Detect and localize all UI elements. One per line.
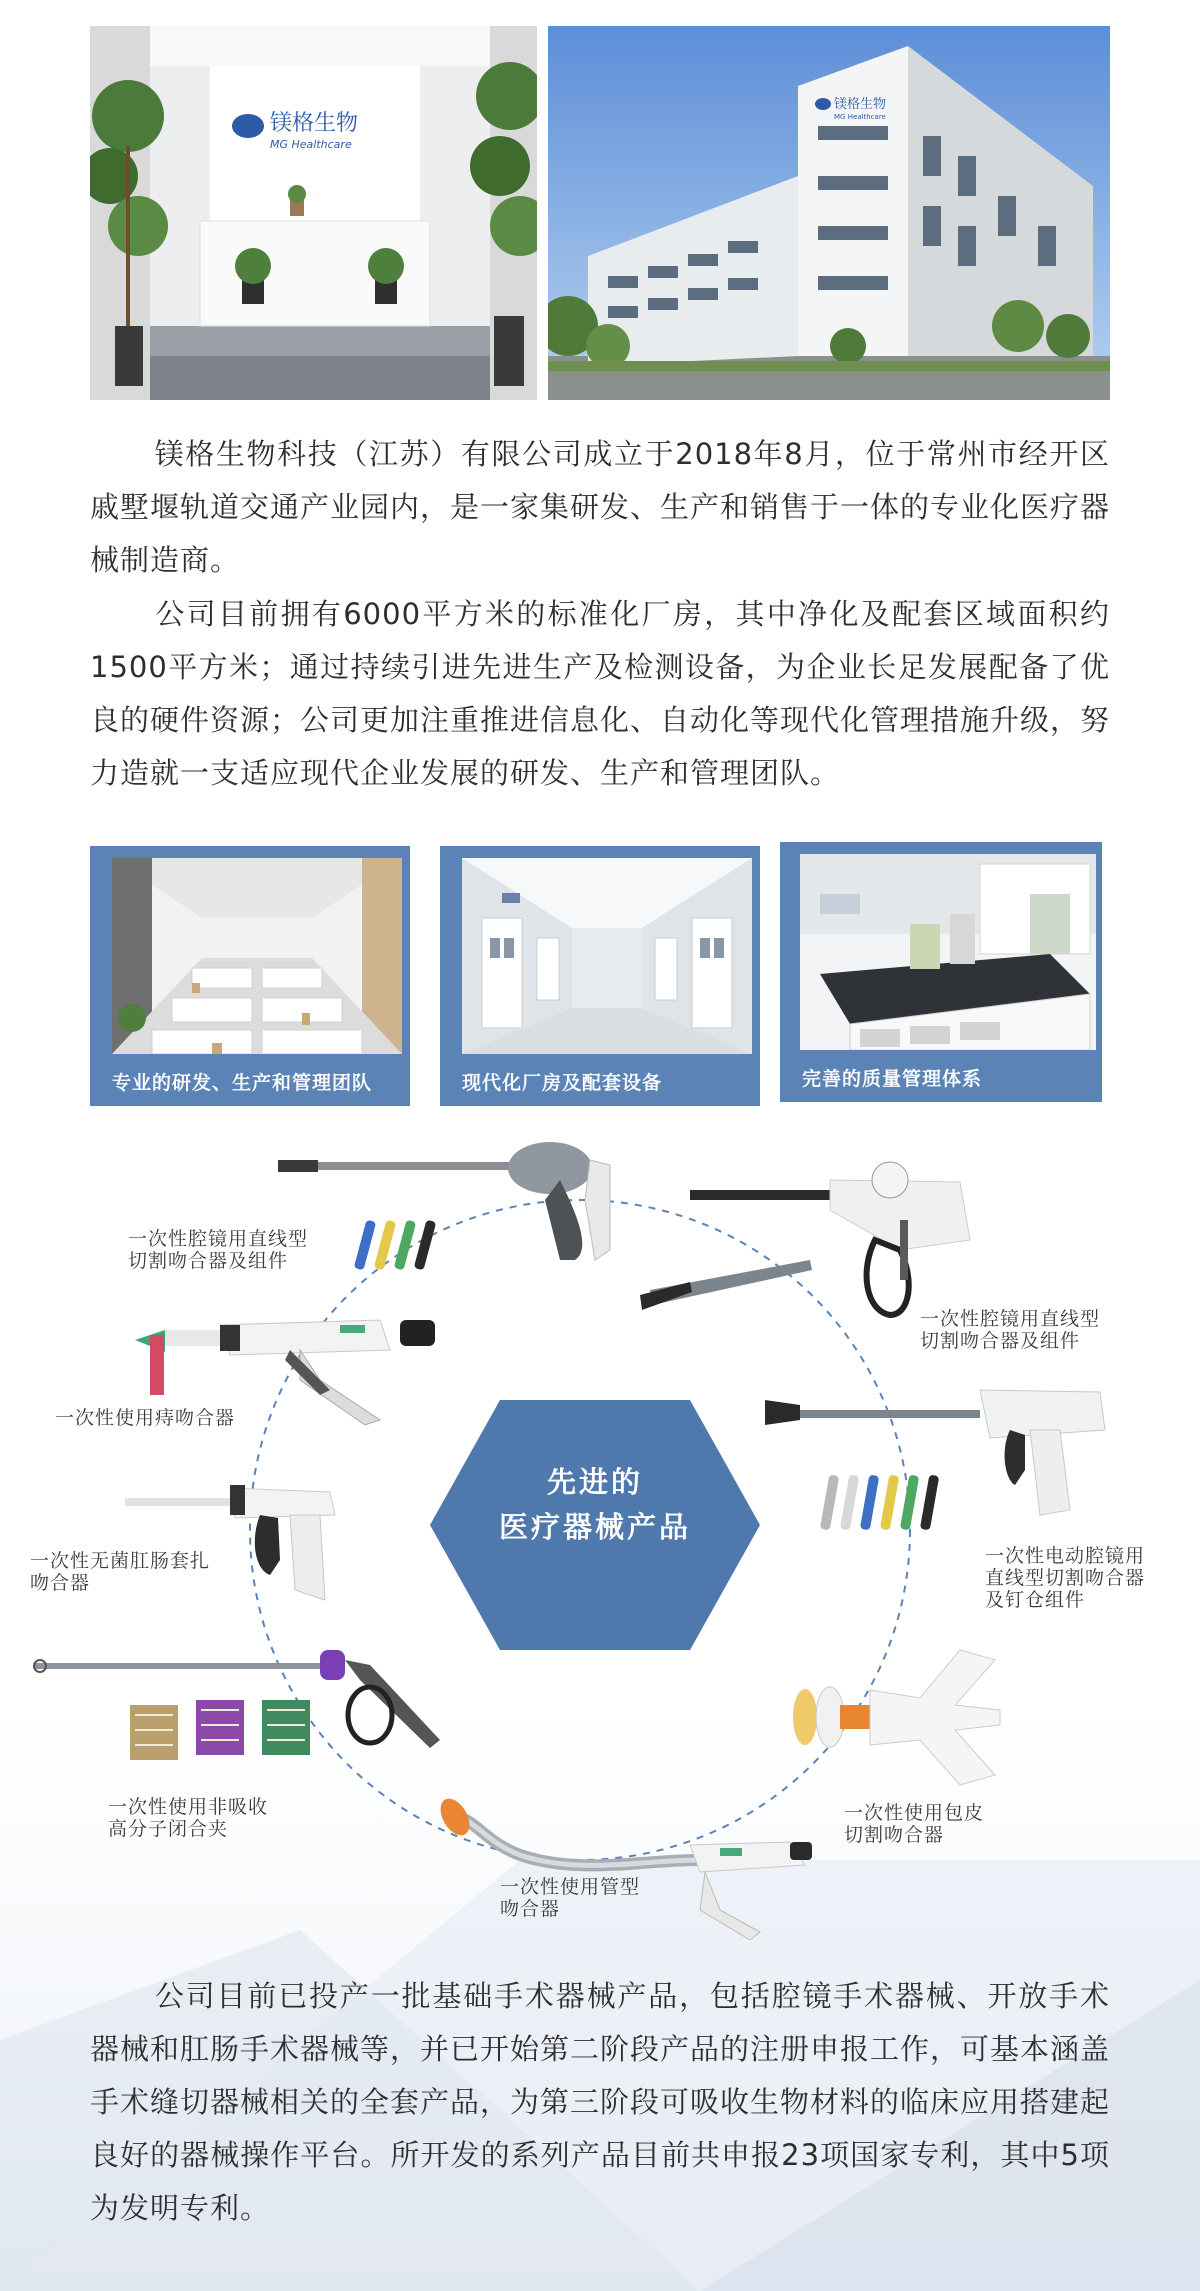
product-image-4 xyxy=(765,1390,1105,1530)
summary-paragraph xyxy=(90,1970,1110,2235)
building-photo xyxy=(548,26,1110,400)
product-wheel xyxy=(0,1120,1200,1940)
lobby-logo-cn: 镁格生物 xyxy=(270,111,359,136)
summary-paragraph-text: 公司目前已投产一批基础手术器械产品，包括腔镜手术器械、开放手术器械和肛肠手术器械等，并已开始第二阶段产品的注册申报工作，可基本涵盖手术缝切器械相关的全套产品，为第三阶段可吸收生物材料的临床应用搭建起良好的器械操作平台。所开发的系列产品目前共申报23项国家专利，其中5项为发明专利。 xyxy=(90,1979,1111,2225)
building-logo-cn: 镁格生物 xyxy=(834,97,887,112)
feature-caption-quality: 完善的质量管理体系 xyxy=(802,1068,983,1090)
product-label-6-line-2: 高分子闭合夹 xyxy=(108,1818,229,1840)
feature-card-quality xyxy=(780,842,1102,1102)
intro-paragraph-1-text: 镁格生物科技（江苏）有限公司成立于2018年8月，位于常州市经开区戚墅堰轨道交通产业园内，是一家集研发、生产和销售于一体的专业化医疗器械制造商。 xyxy=(90,437,1111,577)
product-label-1 xyxy=(128,1228,308,1272)
product-image-7 xyxy=(793,1650,1000,1785)
product-label-1-line-2: 切割吻合器及组件 xyxy=(128,1250,289,1272)
intro-paragraph-2 xyxy=(90,588,1110,800)
product-label-2-line-2: 切割吻合器及组件 xyxy=(920,1330,1081,1352)
product-label-4-line-2: 直线型切割吻合器 xyxy=(985,1567,1146,1589)
product-label-8 xyxy=(500,1876,640,1920)
product-label-4-line-3: 及钉仓组件 xyxy=(985,1589,1086,1611)
product-label-6 xyxy=(108,1796,268,1840)
product-label-2 xyxy=(920,1308,1100,1352)
product-label-8-line-2: 吻合器 xyxy=(500,1898,561,1920)
center-title-line-1: 先进的 xyxy=(546,1465,643,1499)
office-photo xyxy=(112,858,402,1054)
feature-card-team xyxy=(90,846,410,1106)
product-label-7-line-2: 切割吻合器 xyxy=(844,1824,945,1846)
product-image-6 xyxy=(34,1650,440,1760)
product-label-5-line-2: 吻合器 xyxy=(30,1572,91,1594)
building-logo-en: MG Healthcare xyxy=(834,113,886,121)
product-image-1 xyxy=(278,1142,610,1270)
product-label-2-line-1: 一次性腔镜用直线型 xyxy=(920,1308,1101,1330)
product-label-5-line-1: 一次性无菌肛肠套扎 xyxy=(30,1550,211,1572)
cleanroom-photo xyxy=(462,858,752,1054)
feature-caption-team: 专业的研发、生产和管理团队 xyxy=(112,1072,373,1094)
product-label-1-line-1: 一次性腔镜用直线型 xyxy=(128,1228,309,1250)
product-label-3-line-1: 一次性使用痔吻合器 xyxy=(55,1407,236,1429)
product-label-7 xyxy=(844,1802,984,1846)
lobby-photo xyxy=(90,26,537,400)
lobby-logo-en: MG Healthcare xyxy=(270,138,352,151)
product-label-3 xyxy=(55,1407,235,1429)
product-image-2 xyxy=(640,1162,970,1315)
center-title-line-2: 医疗器械产品 xyxy=(498,1510,691,1544)
intro-paragraph-1 xyxy=(90,428,1110,587)
product-label-7-line-1: 一次性使用包皮 xyxy=(844,1802,985,1824)
product-label-4 xyxy=(985,1545,1145,1611)
product-label-4-line-1: 一次性电动腔镜用 xyxy=(985,1545,1146,1567)
feature-caption-facility: 现代化厂房及配套设备 xyxy=(462,1072,663,1094)
lab-photo xyxy=(800,854,1096,1050)
feature-card-facility xyxy=(440,846,760,1106)
intro-paragraph-2-text: 公司目前拥有6000平方米的标准化厂房，其中净化及配套区域面积约1500平方米；通过持续引进先进生产及检测设备，为企业长足发展配备了优良的硬件资源；公司更加注重推进信息化、自动化等现代化管理措施升级，努力造就一支适应现代企业发展的研发、生产和管理团队。 xyxy=(90,597,1111,790)
product-label-8-line-1: 一次性使用管型 xyxy=(500,1876,641,1898)
product-label-5 xyxy=(30,1550,210,1594)
product-label-6-line-1: 一次性使用非吸收 xyxy=(108,1796,269,1818)
